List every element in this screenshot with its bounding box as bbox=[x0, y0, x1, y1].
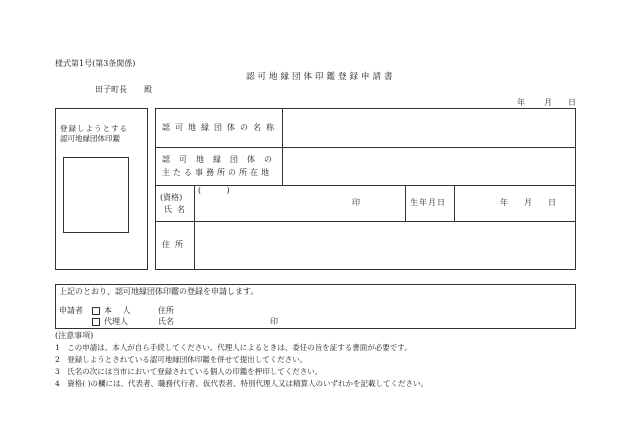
name-label: 氏名 bbox=[164, 205, 190, 214]
qualification-parens[interactable]: ( ) bbox=[198, 186, 230, 195]
office-label-2: 主たる事務所の所在地 bbox=[162, 168, 272, 177]
qualification-label: (資格) bbox=[160, 193, 183, 202]
option-self-label: 本 人 bbox=[104, 306, 135, 315]
office-address-field[interactable] bbox=[286, 150, 571, 182]
addressee: 田子町長 bbox=[95, 85, 127, 94]
date-year: 年 bbox=[517, 98, 525, 107]
declaration-seal: 印 bbox=[270, 317, 278, 326]
declaration-statement: 上記のとおり、認可地縁団体印鑑の登録を申請します。 bbox=[59, 287, 259, 296]
birth-month: 月 bbox=[524, 198, 532, 207]
col-divider bbox=[282, 108, 283, 186]
office-label-1: 認可地縁団体の bbox=[162, 155, 281, 164]
note-item: 3 氏名の次には当市において登録されている個人の印鑑を押印してください。 bbox=[55, 367, 323, 376]
declaration-address-label: 住所 bbox=[158, 306, 174, 315]
date-month: 月 bbox=[544, 98, 552, 107]
note-item: 4 資格( )の欄には、代表者、職務代行者、仮代表者、特別代理人又は精算人のいずれかを記載してください。 bbox=[55, 379, 429, 388]
address-label: 住所 bbox=[162, 240, 188, 249]
address-field[interactable] bbox=[198, 225, 570, 265]
honorific: 殿 bbox=[144, 85, 152, 94]
seal-cell-label-1: 登録しようとする bbox=[60, 124, 128, 133]
option-agent[interactable] bbox=[92, 318, 128, 326]
birth-year: 年 bbox=[500, 198, 508, 207]
declaration-name-label: 氏名 bbox=[158, 317, 174, 326]
checkbox-agent[interactable] bbox=[92, 318, 100, 326]
date-day: 日 bbox=[568, 98, 576, 107]
seal-impression-box[interactable] bbox=[63, 157, 129, 233]
row-divider bbox=[155, 147, 576, 148]
checkbox-self[interactable] bbox=[92, 307, 100, 315]
seal-mark: 印 bbox=[352, 198, 360, 207]
org-name-label: 認可地縁団体の名称 bbox=[162, 123, 279, 132]
form-title: 認可地縁団体印鑑登録申請書 bbox=[246, 72, 396, 82]
applicant-label: 申請者 bbox=[59, 306, 83, 315]
note-item: 2 登録しようとされている認可地縁団体印鑑を併せて提出してください。 bbox=[55, 355, 308, 364]
option-agent-label: 代理人 bbox=[104, 317, 128, 326]
col-divider bbox=[454, 185, 455, 221]
seal-cell-label-2: 認可地縁団体印鑑 bbox=[60, 134, 120, 143]
notes-heading: (注意事項) bbox=[55, 331, 94, 340]
row-divider bbox=[155, 221, 576, 222]
birth-date-label: 生年月日 bbox=[410, 198, 446, 207]
org-name-field[interactable] bbox=[286, 112, 571, 142]
option-self[interactable] bbox=[92, 307, 135, 315]
col-divider bbox=[194, 185, 195, 270]
form-number: 様式第1号(第3条関係) bbox=[55, 59, 136, 68]
birth-day: 日 bbox=[548, 198, 556, 207]
note-item: 1 この申請は、本人が自ら手続してください。代理人によるときは、委任の旨を証する書面が必要です。 bbox=[55, 343, 412, 352]
col-divider bbox=[405, 185, 406, 221]
